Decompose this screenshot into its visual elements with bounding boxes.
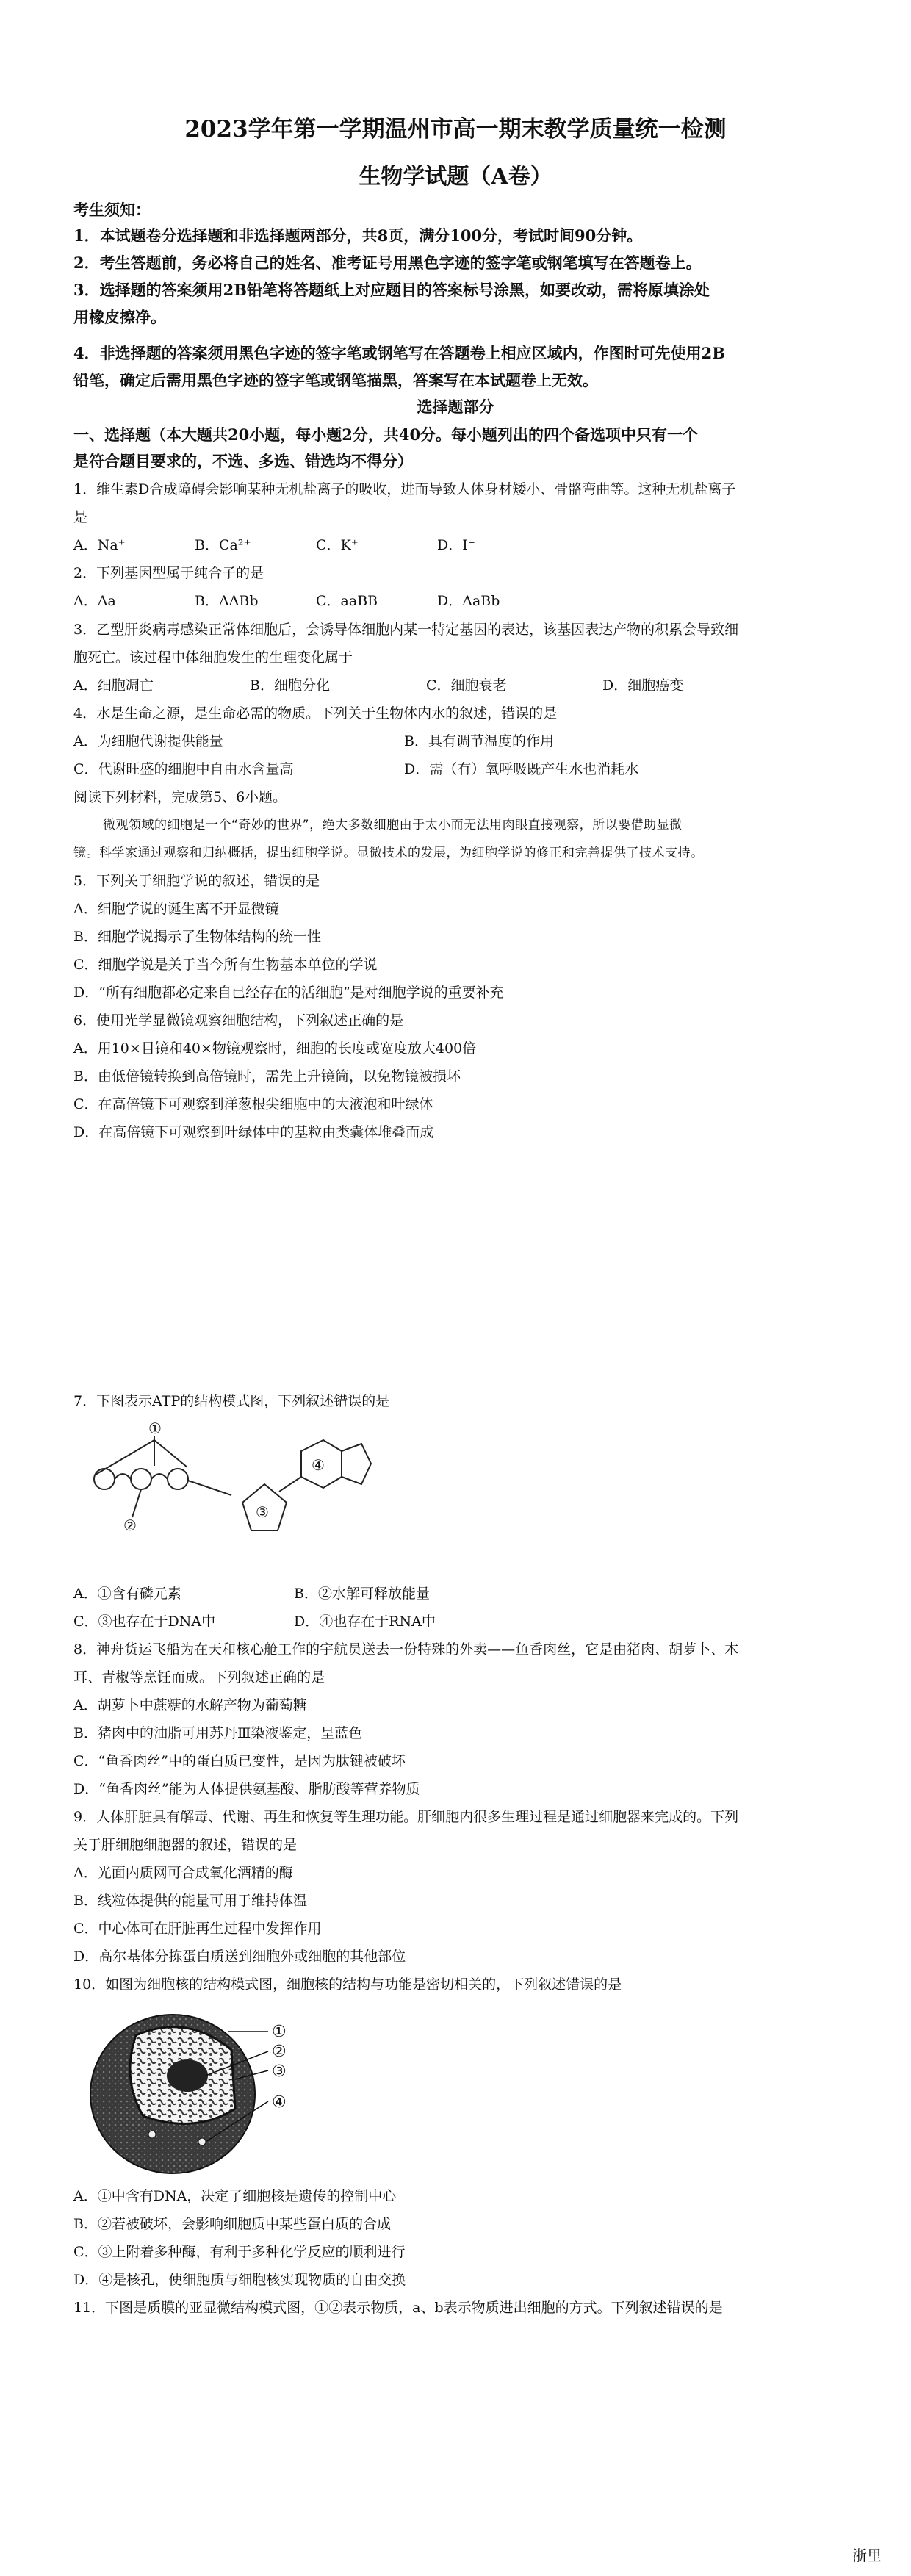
reading-intro: 阅读下列材料，完成第5、6小题。 [73, 789, 287, 805]
label-4: ④ [272, 2093, 287, 2112]
option-row [73, 731, 845, 752]
option-row [73, 1583, 845, 1604]
option-c: C．细胞学说是关于当今所有生物基本单位的学说 [73, 957, 378, 973]
option-a: A．光面内质网可合成氧化酒精的酶 [73, 1865, 293, 1881]
nucleus-structure-diagram [84, 2006, 320, 2182]
option-d: D．需（有）氧呼吸既产生水也消耗水 [404, 761, 639, 777]
phosphate-circle [94, 1469, 115, 1489]
exam-subtitle: 生物学试题（A卷） [359, 164, 552, 190]
option-c: C．③上附着多种酶，有利于多种化学反应的顺利进行 [73, 2244, 406, 2260]
question-stem: 是 [73, 509, 88, 525]
label-1: ① [148, 1422, 162, 1437]
option-a: A．①中含有DNA，决定了细胞核是遗传的控制中心 [73, 2188, 397, 2204]
option-row [73, 675, 845, 696]
question-stem: 4．水是生命之源，是生命必需的物质。下列关于生物体内水的叙述，错误的是 [73, 705, 558, 722]
reading-material: 镜。科学家通过观察和归纳概括，提出细胞学说。显微技术的发展，为细胞学说的修正和完善提供了技术支持。 [73, 846, 704, 860]
option-b: B．猪肉中的油脂可用苏丹Ⅲ染液鉴定，呈蓝色 [73, 1725, 363, 1741]
option-row [73, 759, 845, 780]
option-d: D．细胞癌变 [602, 677, 684, 694]
option-d: D．I⁻ [437, 537, 475, 553]
option-b: B．由低倍镜转换到高倍镜时，需先上升镜筒，以免物镜被损坏 [73, 1068, 461, 1084]
question-stem: 3．乙型肝炎病毒感染正常体细胞后，会诱导体细胞内某一特定基因的表达，该基因表达产物的积累会导致细 [73, 622, 739, 638]
question-stem: 11．下图是质膜的亚显微结构模式图，①②表示物质，a、b表示物质进出细胞的方式。下列叙述错误的是 [73, 2300, 723, 2316]
option-b: B．细胞分化 [250, 677, 330, 694]
option-c: C．③也存在于DNA中 [73, 1613, 216, 1630]
option-a: A．胡萝卜中蔗糖的水解产物为葡萄糖 [73, 1697, 307, 1713]
option-b: B．具有调节温度的作用 [404, 733, 554, 749]
label-2: ② [123, 1517, 137, 1534]
option-b: B．②若被破坏，会影响细胞质中某些蛋白质的合成 [73, 2216, 391, 2232]
option-b: B．线粒体提供的能量可用于维持体温 [73, 1893, 307, 1909]
glycosidic-bond [279, 1477, 301, 1492]
option-c: C．在高倍镜下可观察到洋葱根尖细胞中的大液泡和叶绿体 [73, 1096, 433, 1112]
option-row [73, 1611, 845, 1632]
option-d: D．“鱼香肉丝”能为人体提供氨基酸、脂肪酸等营养物质 [73, 1781, 420, 1797]
option-a: A．为细胞代谢提供能量 [73, 733, 223, 749]
option-c: C．aaBB [316, 593, 378, 609]
label-3: ③ [256, 1503, 269, 1521]
option-a: A．细胞学说的诞生离不开显微镜 [73, 901, 279, 917]
question-stem: 6．使用光学显微镜观察细胞结构，下列叙述正确的是 [73, 1012, 404, 1029]
option-a: A．用10×目镜和40×物镜观察时，细胞的长度或宽度放大400倍 [73, 1040, 477, 1057]
question-stem: 10．如图为细胞核的结构模式图，细胞核的结构与功能是密切相关的，下列叙述错误的是 [73, 1976, 622, 1993]
label-1: ① [272, 2023, 287, 2041]
option-c: C．细胞衰老 [426, 677, 507, 694]
question-stem: 9．人体肝脏具有解毒、代谢、再生和恢复等生理功能。肝细胞内很多生理过程是通过细胞器来完成的。下列 [73, 1809, 739, 1825]
option-a: A．①含有磷元素 [73, 1586, 181, 1602]
option-d: D．AaBb [437, 593, 500, 609]
question-stem: 5．下列关于细胞学说的叙述，错误的是 [73, 873, 320, 889]
notice-line: 1．本试题卷分选择题和非选择题两部分，共8页，满分100分，考试时间90分钟。 [73, 226, 643, 245]
section-heading: 是符合题目要求的，不选、多选、错选均不得分） [73, 452, 413, 470]
phosphate-bond [115, 1474, 131, 1479]
option-a: A．Aa [73, 593, 116, 609]
option-b: B．Ca²⁺ [195, 537, 251, 553]
label-4: ④ [312, 1456, 325, 1474]
phosphate-circle [168, 1469, 188, 1489]
phosphate-bond [151, 1474, 168, 1479]
ester-bond [188, 1481, 231, 1495]
option-a: A．细胞凋亡 [73, 677, 154, 694]
label-line [154, 1440, 187, 1467]
question-stem: 1．维生素D合成障碍会影响某种无机盐离子的吸收，进而导致人体身材矮小、骨骼弯曲等。这种无机盐离子 [73, 481, 736, 497]
exam-title: 2023学年第一学期温州市高一期末教学质量统一检测 [184, 116, 727, 143]
adenine-ring [342, 1444, 371, 1484]
notice-line: 用橡皮擦净。 [73, 308, 166, 326]
option-c: C．代谢旺盛的细胞中自由水含量高 [73, 761, 294, 777]
question-stem: 关于肝细胞细胞器的叙述，错误的是 [73, 1837, 298, 1853]
part-heading: 选择题部分 [417, 397, 494, 416]
nuclear-pore [148, 2131, 156, 2138]
option-b: B．细胞学说揭示了生物体结构的统一性 [73, 929, 321, 945]
footer-watermark: 浙里 [852, 2547, 882, 2564]
notice-heading: 考生须知： [73, 201, 151, 219]
question-stem: 2．下列基因型属于纯合子的是 [73, 565, 264, 581]
option-c: C．K⁺ [316, 537, 359, 553]
label-line [132, 1489, 141, 1517]
option-b: B．AABb [195, 593, 259, 609]
label-3: ③ [272, 2062, 287, 2081]
notice-line: 2．考生答题前，务必将自己的姓名、准考证号用黑色字迹的签字笔或钢笔填写在答题卷上。 [73, 253, 702, 272]
reading-material: 微观领域的细胞是一个“奇妙的世界”，绝大多数细胞由于太小而无法用肉眼直接观察，所以要借助显微 [103, 818, 683, 832]
section-heading: 一、选择题（本大题共20小题，每小题2分，共40分。每小题列出的四个备选项中只有一个 [73, 425, 699, 444]
option-d: D．在高倍镜下可观察到叶绿体中的基粒由类囊体堆叠而成 [73, 1124, 434, 1140]
option-c: C．中心体可在肝脏再生过程中发挥作用 [73, 1921, 322, 1937]
option-b: B．②水解可释放能量 [294, 1586, 430, 1602]
option-d: D．“所有细胞都必定来自已经存在的活细胞”是对细胞学说的重要补充 [73, 985, 504, 1001]
notice-line: 4．非选择题的答案须用黑色字迹的签字笔或钢笔写在答题卷上相应区域内，作图时可先使用2B [73, 344, 725, 362]
notice-line: 铅笔，确定后需用黑色字迹的签字笔或钢笔描黑，答案写在本试题卷上无效。 [73, 371, 598, 389]
question-stem: 7．下图表示ATP的结构模式图，下列叙述错误的是 [73, 1393, 390, 1409]
option-d: D．④也存在于RNA中 [294, 1613, 436, 1630]
notice-line: 3．选择题的答案须用2B铅笔将答题纸上对应题目的答案标号涂黑，如要改动，需将原填涂处 [73, 281, 710, 299]
option-a: A．Na⁺ [73, 537, 126, 553]
option-d: D．④是核孔，使细胞质与细胞核实现物质的自由交换 [73, 2272, 406, 2288]
question-stem: 胞死亡。该过程中体细胞发生的生理变化属于 [73, 650, 353, 666]
phosphate-circle [131, 1469, 151, 1489]
question-stem: 耳、青椒等烹饪而成。下列叙述正确的是 [73, 1669, 325, 1685]
option-c: C．“鱼香肉丝”中的蛋白质已变性，是因为肽键被破坏 [73, 1753, 406, 1769]
atp-structure-diagram [81, 1422, 389, 1569]
label-2: ② [272, 2043, 287, 2061]
nuclear-pore [198, 2138, 206, 2145]
nucleolus [167, 2059, 208, 2092]
option-row [73, 591, 845, 611]
option-d: D．高尔基体分拣蛋白质送到细胞外或细胞的其他部位 [73, 1949, 406, 1965]
option-row [73, 535, 845, 555]
question-stem: 8．神舟货运飞船为在天和核心舱工作的宇航员送去一份特殊的外卖——鱼香肉丝，它是由猪肉、胡萝卜、木 [73, 1641, 739, 1658]
